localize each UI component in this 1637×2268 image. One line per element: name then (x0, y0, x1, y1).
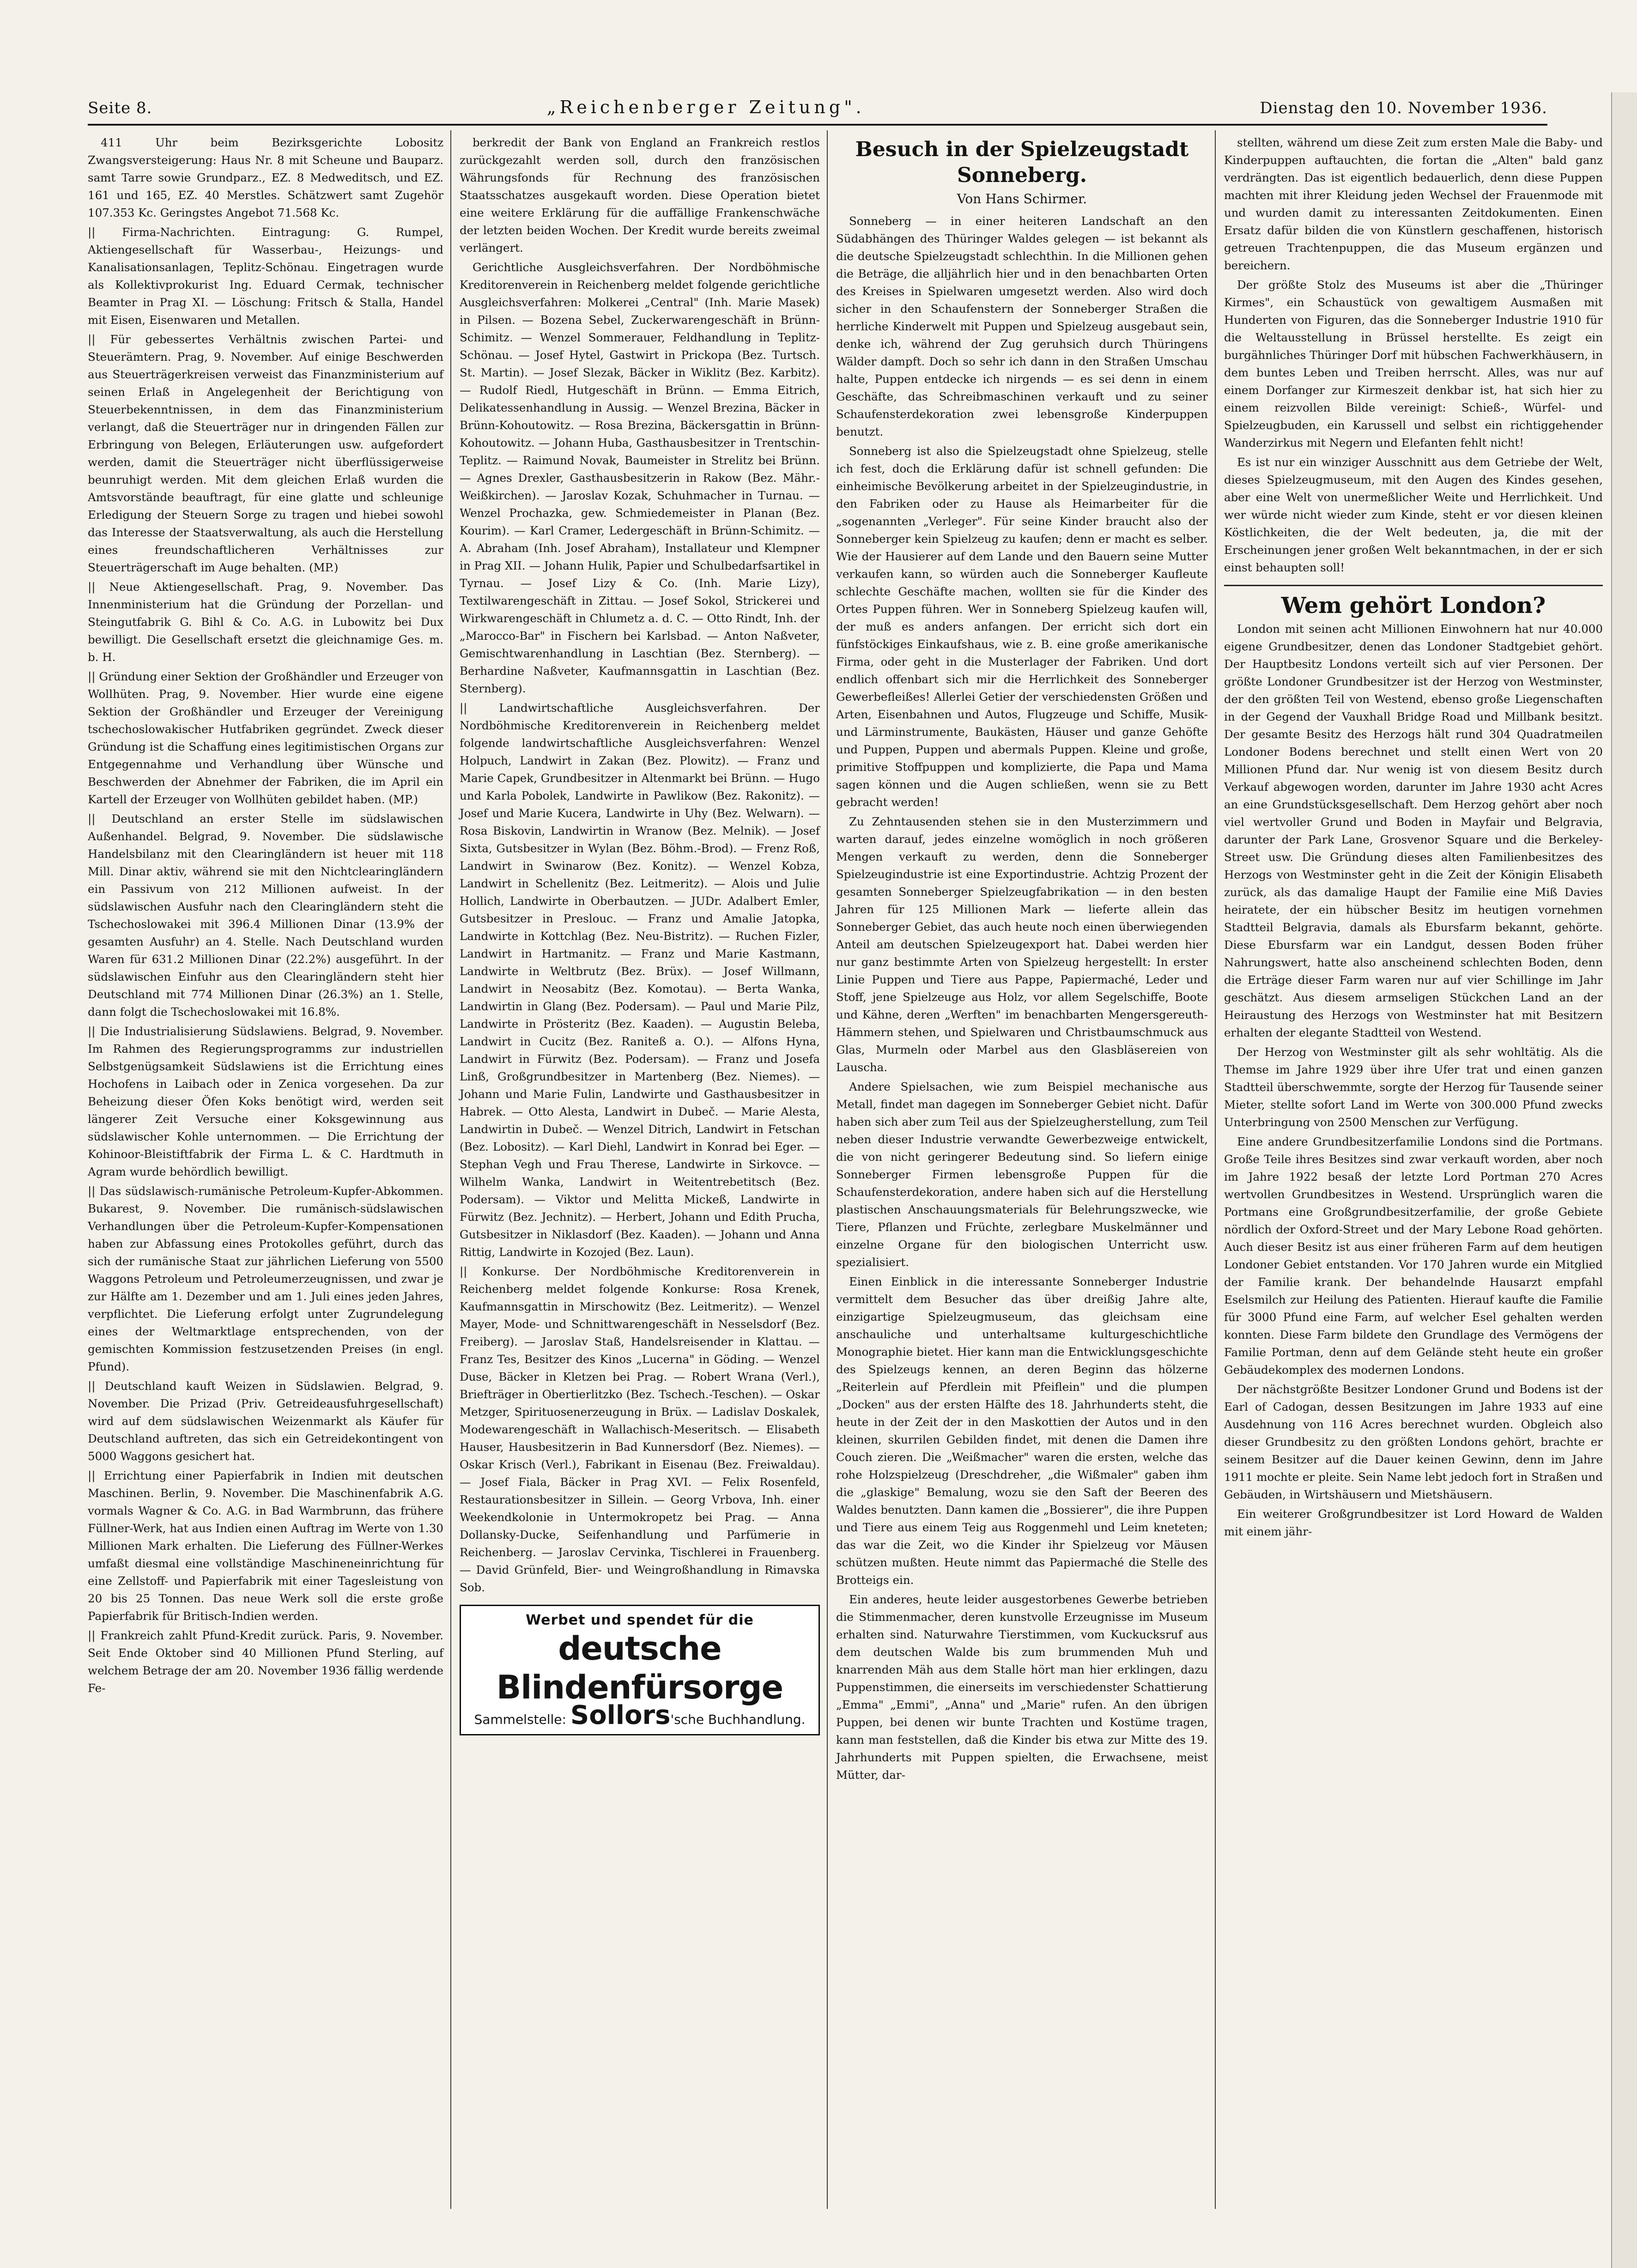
news-item: || Für gebessertes Verhältnis zwischen Partei- und Steuerämtern. Prag, 9. November. Auf einige Beschwerden aus Steuerträgerkreisen verweist das Finanzministerium auf seinen Erlaß in Angelegenheit der Berichtigung von Steuerbekenntnissen, in dem das Finanzministerium verlangt, daß die Steuerträger nur in dringenden Fällen zur Erbringung von Belegen, Erläuterungen usw. aufgefordert werden, damit die Steuerträger nicht überflüssigerweise beunruhigt werden. Mit dem gleichen Erlaß wurden die Amtsvorstände beauftragt, für eine glatte und schleunige Erledigung der Steuern Sorge zu tragen und hiebei sowohl das Interesse der Staatsverwaltung, als auch die Herstellung eines freundschaftlicheren Verhältnisses zur Steuerträgerschaft im Auge behalten. (MP.) (88, 333, 443, 574)
article-continuation (1224, 134, 1603, 576)
news-item: || Firma-Nachrichten. Eintragung: G. Rumpel, Aktiengesellschaft für Wasserbau-, Heizungs- und Kanalisationsanlagen, Teplitz-Schönau. Eingetragen wurde als Kollektivprokurist Ing. Eduard Cermak, technischer Beamter in Prag XI. — Löschung: Fritsch & Stalla, Handel mit Eisen, Eisenwaren und Metallen. (88, 225, 443, 327)
article-paragraph: Ein weiterer Großgrundbesitzer ist Lord Howard de Walden mit einem jähr- (1224, 1507, 1603, 1538)
running-header (88, 97, 1547, 123)
news-item: || Gründung einer Sektion der Großhändler und Erzeuger von Wollhüten. Prag, 9. November. Hier wurde eine eigene Sektion der Großhändler und Erzeuger der Vereinigung tschechoslowakischer Hutfabriken gegründet. Zweck dieser Gründung ist die Schaffung eines legitimistischen Organs zur Entgegennahme und Verhandlung über Wünsche und Beschwerden der Abnehmer der Fabriken, die im April ein Kartell der Erzeuger von Wollhüten gebildet haben. (MP.) (88, 670, 443, 806)
issue-date: Dienstag den 10. November 1936. (1260, 99, 1547, 117)
column-1 (88, 134, 443, 1699)
news-item: || Errichtung einer Papierfabrik in Indien mit deutschen Maschinen. Berlin, 9. November. Die Maschinenfabrik A.G. vormals Wagner & Co. A.G. in Bad Warmbrunn, das frühere Füllner-Werk, hat aus Indien einen Auftrag im Werte von 1.30 Millionen Mark erhalten. Die Lieferung des Füllner-Werkes umfaßt diesmal eine vollständige Maschineneinrichtung für eine Zellstoff- und Papierfabrik mit einer Tagesleistung von 20 bis 25 Tonnen. Das neue Werk soll die erste große Papierfabrik für Britisch-Indien werden. (88, 1469, 443, 1623)
article-paragraph: Andere Spielsachen, wie zum Beispiel mechanische aus Metall, findet man dagegen im Sonneberger Gebiet nicht. Dafür haben sich aber zum Teil aus der Spielzeugherstellung, zum Teil neben dieser Industrie verwandte Gewerbezweige entwickelt, die von nicht geringerer Bedeutung sind. So liefern einige Sonneberger Firmen lebensgroße Puppen für die Schaufensterdekoration, andere haben sich auf die Herstellung plastischen Anschauungsmaterials für Belehrungszwecke, wie Tiere, Pflanzen und Früchte, zerlegbare Muskelmänner und einzelne Organe für den biologischen Unterricht usw. spezialisiert. (836, 1080, 1208, 1269)
news-item: || Frankreich zahlt Pfund-Kredit zurück. Paris, 9. November. Seit Ende Oktober sind 40 Millionen Pfund Sterling, auf welchem Betrage der am 20. November 1936 fällig werdende Fe- (88, 1629, 443, 1695)
news-item: || Die Industrialisierung Südslawiens. Belgrad, 9. November. Im Rahmen des Regierungsprogramms zur industriellen Selbstgenügsamkeit Südslawiens ist die Errichtung eines Hochofens in Laibach oder in Zenica vorgesehen. Da zur Beheizung dieser Öfen Koks benötigt wird, werden seit längerer Zeit Versuche einer Koksgewinnung aus südslawischer Kohle unternommen. — Die Errichtung der Kohinoor-Bleistiftfabrik der Firma L. & C. Hardtmuth in Agram wurde behördlich bewilligt. (88, 1025, 443, 1178)
ad-line-3 (469, 1700, 810, 1730)
newspaper-name: „Reichenberger Zeitung". (546, 97, 865, 117)
article-body (836, 212, 1208, 1784)
article-title: Besuch in der Spielzeugstadt Sonneberg. (855, 138, 1189, 187)
news-item: || Das südslawisch-rumänische Petroleum-Kupfer-Abkommen. Bukarest, 9. November. Die rumänisch-südslawischen Verhandlungen über die Petroleum-Kupfer-Kompensationen haben zur Abfassung eines Protokolles geführt, durch das sich der rumänische Staat zur jährlichen Lieferung von 5500 Waggons Petroleum und Petroleumerzeugnissen, und zwar je zur Hälfte am 1. Dezember und am 1. Juli eines jeden Jahres, verpflichtet. Die Lieferung erfolgt unter Zugrundelegung eines der Weltmarktlage entsprechenden, von der gemischten Kommission festzusetzenden Preises (in engl. Pfund). (88, 1184, 443, 1373)
news-item: Gerichtliche Ausgleichsverfahren. Der Nordböhmische Kreditorenverein in Reichenberg meldet folgende gerichtliche Ausgleichsverfahren: Molkerei „Central" (Inh. Marie Masek) in Pilsen. — Bozena Sebel, Zuckerwarengeschäft in Brünn-Schimitz. — Wenzel Sommerauer, Feldhandlung in Teplitz-Schönau. — Josef Hytel, Gastwirt in Prickopa (Bez. Turtsch. St. Martin). — Josef Slezak, Bäcker in Wiklitz (Bez. Karbitz). — Rudolf Riedl, Hutgeschäft in Brünn. — Emma Eitrich, Delikatessenhandlung in Aussig. — Wenzel Brezina, Bäcker in Brünn-Kohoutowitz. — Rosa Brezina, Bäckersgattin in Brünn-Kohoutowitz. — Johann Huba, Gasthausbesitzer in Trentschin-Teplitz. — Raimund Novak, Baumeister in Strelitz bei Brünn. — Agnes Drexler, Gasthausbesitzerin in Rakow (Bez. Mähr.-Weißkirchen). — Jaroslav Kozak, Schuhmacher in Turnau. — Wenzel Prochazka, gew. Schmiedemeister in Planan (Bez. Kourim). — Karl Cramer, Ledergeschäft in Brünn-Schimitz. — A. Abraham (Inh. Josef Abraham), Installateur und Klempner in Prag XII. — Johann Hulik, Papier und Schulbedarfsartikel in Tyrnau. — Josef Lizy & Co. (Inh. Marie Lizy), Textilwarengeschäft in Zittau. — Josef Sokol, Strickerei und Wirkwarengeschäft in Chlumetz a. d. C. — Otto Rindt, Inh. der „Marocco-Bar" in Fischern bei Karlsbad. — Anton Naßveter, Gemischtwarenhandlung in Laschtian (Bez. Sternberg). — Berhardine Naßveter, Kaufmannsgattin in Laschtian (Bez. Sternberg). (460, 261, 820, 695)
column-2 (460, 134, 820, 1735)
ad-bookstore-name: Sollors (570, 1700, 671, 1730)
article-paragraph: Sonneberg ist also die Spielzeugstadt ohne Spielzeug, stelle ich fest, doch die Erklärung dafür ist schnell gefunden: Die einheimische Bevölkerung arbeitet in der Spielzeugindustrie, in den Fabriken oder zu Hause als Heimarbeiter für die „sogenannten „Verleger". Für seine Kinder braucht also der Sonneberger kein Spielzeug zu kaufen; denn er macht es selber. Wie der Hausierer auf dem Lande und den Bauern seine Mutter verkaufen kann, so würden auch die Sonneberger Kaufleute schlechte Geschäfte machen, wollten sie für die Kinder des Ortes Puppen führen. Wer in Sonneberg Spielzeug kaufen will, der muß es anders anfangen. Der erricht sich dort ein fünfstöckiges Einkaufshaus, wie z. B. eine große amerikanische Firma, oder geht in die Musterlager der Fabriken. Und dort endlich offenbart sich mir die Herrlichkeit des Sonneberger Gewerbefleißes! Allerlei Getier der verschiedensten Größen und Arten, Eisenbahnen und Autos, Flugzeuge und Schiffe, Musik- und Lärminstrumente, Baukästen, Häuser und ganze Gehöfte und Puppen, Puppen und abermals Puppen. Kleine und große, primitive Stoffpuppen und komplizierte, die Papa und Mama sagen können und die Augen schließen, wenn sie zu Bett gebracht werden! (836, 444, 1208, 809)
article-paragraph: Zu Zehntausenden stehen sie in den Musterzimmern und warten darauf, jedes einzelne womöglich in noch größeren Mengen verkauft zu werden, denn die Sonneberger Spielzeugindustrie ist eine Exportindustrie. Achtzig Prozent der gesamten Sonneberger Spielzeugfabrikation — in den besten Jahren für 125 Millionen Mark — lieferte allein das Sonneberger Gebiet, das auch heute noch einen überwiegenden Anteil am deutschen Spielzeugexport hat. Dabei werden hier nur ganz bestimmte Arten von Spielzeug hergestellt: In erster Linie Puppen und Tiere aus Pappe, Papiermaché, Leder und Stoff, jene Spielzeuge aus Holz, vor allem Segelschiffe, Boote und Kähne, deren „Werften" im benachbarten Mengersgereuth-Hämmern stehen, und Spielwaren und Christbaumschmuck aus Glas, Murmeln oder Marbel aus den Glasbläsereien von Lauscha. (836, 815, 1208, 1074)
ad-bookstore-suffix: 'sche Buchhandlung. (670, 1712, 806, 1727)
adjacent-page-edge (1611, 92, 1637, 2268)
news-item: || Deutschland an erster Stelle im südslawischen Außenhandel. Belgrad, 9. November. Die südslawische Handelsbilanz mit den Clearingländern ist heuer mit 118 Mill. Dinar aktiv, während sie mit den Nichtclearingländern ein Passivum von 212 Millionen aufweist. In der südslawischen Ausfuhr nach den Clearingländern steht die Tschechoslowakei mit 396.4 Millionen Dinar (13.9% der gesamten Ausfuhr) an 4. Stelle. Nach Deutschland wurden Waren für 631.2 Millionen Dinar (22.2%) ausgeführt. In der südslawischen Einfuhr aus den Clearingländern steht hier Deutschland mit 774 Millionen Dinar (26.3%) an 1. Stelle, dann folgt die Tschechoslowakei mit 16.8%. (88, 812, 443, 1019)
column-2-text (460, 134, 820, 1596)
news-item: || Landwirtschaftliche Ausgleichsverfahren. Der Nordböhmische Kreditorenverein in Reichenberg meldet folgende landwirtschaftliche Ausgleichsverfahren: Wenzel Holpuch, Landwirt in Zakan (Bez. Plowitz). — Franz und Marie Capek, Grundbesitzer in Altenmarkt bei Brünn. — Hugo und Karla Pobolek, Landwirte in Pawlikow (Bez. Rakonitz). — Josef und Marie Kucera, Landwirte in Uhy (Bez. Welwarn). — Rosa Biskovin, Landwirtin in Wranow (Bez. Melnik). — Josef Sixta, Gutsbesitzer in Wylan (Bez. Böhm.-Brod). — Frenz Roß, Landwirt in Swinarow (Bez. Konitz). — Wenzel Kobza, Landwirt in Schellenitz (Bez. Leitmeritz). — Alois und Julie Hollich, Landwirte in Oberbautzen. — JUDr. Adalbert Emler, Gutsbesitzer in Preslouc. — Franz und Amalie Jatopka, Landwirte in Kottchlag (Bez. Neu-Bistritz). — Ruchen Fizler, Landwirt in Hartmanitz. — Franz und Marie Kastmann, Landwirte in Weltbrutz (Bez. Brüx). — Josef Willmann, Landwirt in Neosabitz (Bez. Komotau). — Berta Wanka, Landwirtin in Glang (Bez. Podersam). — Paul und Marie Pilz, Landwirte in Prösteritz (Bez. Kaaden). — Augustin Beleba, Landwirt in Cucitz (Bez. Raniteß a. O.). — Alfons Hyna, Landwirt in Fürwitz (Bez. Podersam). — Franz und Josefa Linß, Großgrundbesitzer in Martenberg (Bez. Niemes). — Johann und Marie Fulin, Landwirte und Gasthausbesitzer in Habrek. — Otto Alesta, Landwirt in Dubeč. — Marie Alesta, Landwirtin in Dubeč. — Wenzel Ditrich, Landwirt in Fetschan (Bez. Lobositz). — Karl Diehl, Landwirt in Konrad bei Eger. — Stephan Vegh und Frau Therese, Landwirte in Sirkovce. — Wilhelm Wanka, Landwirt in Weitentrebetitsch (Bez. Podersam). — Viktor und Melitta Mickeß, Landwirte in Fürwitz (Bez. Jechnitz). — Herbert, Johann und Edith Prucha, Gutsbesitzer in Niklasdorf (Bez. Kaaden). — Johann und Anna Rittig, Landwirte in Kozojed (Bez. Laun). (460, 701, 820, 1259)
header-rule (88, 124, 1547, 126)
page-number: Seite 8. (88, 99, 152, 117)
column-4 (1224, 134, 1603, 1542)
advertisement (460, 1605, 820, 1735)
article-paragraph: Der größte Stolz des Museums ist aber die „Thüringer Kirmes", ein Schaustück von gewaltigem Ausmaßen mit Hunderten von Figuren, das die Sonneberger Industrie 1910 für die Weltausstellung in Brüssel herstellte. Es zeigt ein burgähnliches Thüringer Dorf mit hübschen Fachwerkhäusern, in dem buntes Leben und Treiben herrscht. Alles, was nur auf einem Dorfanger zur Kirmeszeit denkbar ist, hat sich hier zu einem reizvollen Bilde vereinigt: Schieß-, Würfel- und Spielzeugbuden, ein Karussell und selbst ein richtiggehender Wanderzirkus mit Negern und Elefanten fehlt nicht! (1224, 278, 1603, 449)
article-paragraph: Einen Einblick in die interessante Sonneberger Industrie vermittelt dem Besucher das über dreißig Jahre alte, einzigartige Spielzeugmuseum, das gleichsam eine anschauliche und unterhaltsame kulturgeschichtliche Monographie bietet. Hier kann man die Entwicklungsgeschichte des Spielzeugs kennen, an deren Beginn das hölzerne „Reiterlein auf Pferdlein mit Pfeiflein" und die plumpen „Docken" aus der ersten Hälfte des 18. Jahrhunderts steht, die heute in der Zeit der in den Maskottien der Autos und in den kleinen, skurrilen Gebilden findet, mit denen die Damen ihre Couch zieren. Die „Weißmacher" waren die ersten, welche das rohe Holzspielzeug (Dreschdreher, „die Wißmaler" gaben ihm die „glaskige" Bemalung, wozu sie den Saft der Beeren des Waldes benutzten. Dann kamen die „Bossierer", die ihre Puppen und Tiere aus einem Teig aus Roggenmehl und Leim kneteten; das war die Zeit, wo die Kinder ihr Spielzeug vor Mäusen schützen mußten. Heute nimmt das Papiermaché die Stelle des Brotteigs ein. (836, 1275, 1208, 1587)
ad-line-1: Werbet und spendet für die (526, 1612, 754, 1628)
ad-label: Sammelstelle: (474, 1712, 566, 1727)
article-title: Wem gehört London? (1281, 593, 1546, 619)
news-item: || Konkurse. Der Nordböhmische Kreditorenverein in Reichenberg meldet folgende Konkurse: Rosa Krenek, Kaufmannsgattin in Mirschowitz (Bez. Leitmeritz). — Wenzel Mayer, Mode- und Schnittwarengeschäft in Nesselsdorf (Bez. Freiberg). — Jaroslav Staß, Handelsreisender in Klattau. — Franz Tes, Besitzer des Kinos „Lucerna" in Göding. — Wenzel Duse, Bäcker in Kletzen bei Prag. — Robert Wrana (Verl.), Briefträger in Obertierlitzko (Bez. Tschech.-Teschen). — Oskar Metzger, Spirituosenerzeugung in Brüx. — Ladislav Doskalek, Modewarengeschäft in Wallachisch-Meseritsch. — Elisabeth Hauser, Hausbesitzerin in Bad Kunnersdorf (Bez. Niemes). — Oskar Krisch (Verl.), Fabrikant in Eisenau (Bez. Freiwaldau). — Josef Fiala, Bäcker in Prag XVI. — Felix Rosenfeld, Restaurationsbesitzer in Sillein. — Georg Vrbova, Inh. einer Weekendkolonie in Untermokropetz bei Prag. — Anna Dollansky-Ducke, Seifenhandlung und Parfümerie in Reichenberg. — Jaroslav Cervinka, Tischlerei in Frauenberg. — David Grünfeld, Bier- und Weingroßhandlung in Rimavska Sob. (460, 1265, 820, 1594)
article-paragraph: stellten, während um diese Zeit zum ersten Male die Baby- und Kinderpuppen auftauchten, die fortan die „Alten" bald ganz verdrängten. Das ist eigentlich bedauerlich, denn diese Puppen machten mit ihrer Kleidung jeden Wechsel der Frauenmode mit und wurden damit zu interessanten Zeitdokumenten. Einen Ersatz dafür bilden die von Künstlern geschaffenen, historisch getreuen Trachtenpuppen, die das Museum ergänzen und bereichern. (1224, 136, 1603, 272)
article-paragraph: Es ist nur ein winziger Ausschnitt aus dem Getriebe der Welt, dieses Spielzeugmuseum, mit den Augen des Kindes gesehen, aber eine Welt von unermeßlicher Weite und Herrlichkeit. Und wer würde nicht wieder zum Kinde, steht er vor diesen kleinen Köstlichkeiten, die der Welt bedeuten, ja, die mit der Erscheinungen jener großen Welt bekanntmachen, in der er sich einst behaupten soll! (1224, 455, 1603, 574)
article-separator (1224, 585, 1603, 586)
column-divider (827, 130, 828, 2209)
article-paragraph: Der Herzog von Westminster gilt als sehr wohltätig. Als die Themse im Jahre 1929 über ihre Ufer trat und einen ganzen Stadtteil überschwemmte, sorgte der Herzog für Tausende seiner Mieter, stellte sofort Land im Werte von 300.000 Pfund zwecks Unterbringung von 2500 Menschen zur Verfügung. (1224, 1045, 1603, 1129)
news-item: berkredit der Bank von England an Frankreich restlos zurückgezahlt werden soll, durch den französischen Währungsfonds für Rechnung des französischen Staatsschatzes ausgekauft worden. Diese Operation bietet eine weitere Erklärung für die auffällige Frankenschwäche der letzten beiden Wochen. Der Kredit wurde bereits zweimal verlängert. (460, 136, 820, 255)
news-item: 411 Uhr beim Bezirksgerichte Lobositz Zwangsversteigerung: Haus Nr. 8 mit Scheune und Bauparz. samt Tarre sowie Grundparz., EZ. 8 Medweditsch, und EZ. 161 und 165, EZ. 40 Merstles. Schätzwert samt Zugehör 107.353 Kc. Geringstes Angebot 71.568 Kc. (88, 136, 443, 219)
article-paragraph: Sonneberg — in einer heiteren Landschaft an den Südabhängen des Thüringer Waldes gelegen — ist bekannt als die deutsche Spielzeugstadt schlechthin. In die Millionen gehen die Beträge, die alljährlich hier und in den benachbarten Orten des Kreises in Spielwaren umgesetzt werden. Also wird doch sicher in den Schaufenstern der Sonneberger Straßen die herrliche Kinderwelt mit Puppen und Spielzeug ausgebaut sein, denke ich, während der Zug geruhsich durch Thüringens Wälder dampft. Doch so sehr ich dann in den Straßen Umschau halte, Puppen entdecke ich nirgends — es sei denn in einem Geschäfte, das Schreibmaschinen verkauft und zu seiner Schaufensterdekoration zwei lebensgroße Kinderpuppen benutzt. (836, 214, 1208, 438)
ad-headline: deutsche Blindenfürsorge (496, 1630, 783, 1706)
column-3 (836, 134, 1208, 1786)
news-item: || Neue Aktiengesellschaft. Prag, 9. November. Das Innenministerium hat die Gründung der Porzellan- und Steingutfabrik G. Bihl & Co. A.G. in Lubowitz bei Dux bewilligt. Die Gesellschaft ersetzt die gleichnamige Ges. m. b. H. (88, 580, 443, 664)
article-paragraph: Eine andere Grundbesitzerfamilie Londons sind die Portmans. Große Teile ihres Besitzes sind zwar verkauft worden, aber noch im Jahre 1922 besaß der letzte Lord Portman 270 Acres wertvollen Grundbesitzes in Westend. Ursprünglich waren die Portmans eine Großgrundbesitzerfamilie, der große Gebiete nördlich der Oxford-Street und der Mary Lebone Road gehörten. Auch dieser Besitz ist aus einer früheren Farm auf dem heutigen Londoner Gebiet entstanden. Vor 170 Jahren wurde ein Mitglied der Familie krank. Der behandelnde Hausarzt empfahl Eselsmilch zur Heilung des Patienten. Hierauf kaufte die Familie für 3000 Pfund eine Farm, auf welcher Esel gehalten werden konnten. Diese Farm bildete den Grundlage des Vermögens der Familie Portman, denn auf dem Gelände steht heute ein großer Gebäudekomplex des modernen Londons. (1224, 1135, 1603, 1377)
article-body (1224, 620, 1603, 1540)
news-item: || Deutschland kauft Weizen in Südslawien. Belgrad, 9. November. Die Prizad (Priv. Getreideausfuhrgesellschaft) wird auf dem südslawischen Weizenmarkt als Käufer für Deutschland auftreten, das sich ein Getreidekontingent von 5000 Waggons gesichert hat. (88, 1379, 443, 1463)
article-paragraph: Der nächstgrößte Besitzer Londoner Grund und Bodens ist der Earl of Cadogan, dessen Besitzungen im Jahre 1933 auf eine Ausdehnung von 116 Acres berechnet wurden. Obgleich also dieser Grundbesitz zu den größten Londons gehört, brachte er seinem Besitzer auf die Dauer keinen Gewinn, denn im Jahre 1911 mochte er pleite. Sein Name lebt jedoch fort in Straßen und Gebäuden, in Wirtshäusern und Mietshäusern. (1224, 1383, 1603, 1501)
article-paragraph: London mit seinen acht Millionen Einwohnern hat nur 40.000 eigene Grundbesitzer, denen das Londoner Stadtgebiet gehört. Der Hauptbesitz Londons verteilt sich auf vier Personen. Der größte Londoner Grundbesitzer ist der Herzog von Westminster, der den größten Teil von Westend, ebenso große Liegenschaften in der Gegend der Vauxhall Bridge Road und Millbank besitzt. Der gesamte Besitz des Herzogs hält rund 304 Quadratmeilen Londoner Bodens berechnet und stellt einen Wert von 20 Millionen Pfund dar. Nur wenig ist von diesem Besitz durch Verkauf abgewogen worden, darunter im Jahre 1930 acht Acres an eine Grundstücksgesellschaft. Dem Herzog gehört aber noch viel wertvoller Grund und Boden in Mayfair und Belgravia, darunter der Park Lane, Grosvenor Square und die Berkeley-Street usw. Die Gründung dieses alten Familienbesitzes des Herzogs von Westminster geht in die Zeit der Königin Elisabeth zurück, als das damalige Haupt der Familie eine Miß Davies heiratete, der ein hübscher Besitz im heutigen vornehmen Stadtteil Belgravia, damals als Ebursfarm bekannt, gehörte. Diese Ebursfarm war ein Landgut, dessen Boden früher Nahrungswert, hatte also anscheinend schlechten Boden, denn die Erträge dieser Farm waren nur auf vier Schillinge im Jahr geschätzt. Aus diesem armseligen Stückchen Land an der Heiraustung des Herzogs von Westminster hat mit Besitzern erhalten der elegante Stadtteil von Westend. (1224, 622, 1603, 1039)
column-divider (1215, 130, 1216, 2209)
article-byline: Von Hans Schirmer. (957, 191, 1087, 206)
article-paragraph: Ein anderes, heute leider ausgestorbenes Gewerbe betrieben die Stimmenmacher, deren kunstvolle Erzeugnisse im Museum erhalten sind. Naturwahre Tierstimmen, vom Kuckucksruf aus dem deutschen Walde bis zum brummenden Muh und knarrenden Mäh aus dem Stalle hört man hier erklingen, dazu Puppenstimmen, die einerseits im verschiedenster Schattierung „Emma" „Emmi", „Anna" und „Marie" rufen. An den übrigen Puppen, bei denen wir bunte Trachten und Kostüme tragen, kann man feststellen, daß die Kinder bis etwa zur Mitte des 19. Jahrhunderts mit Puppen spielten, die Erwachsene, meist Mütter, dar- (836, 1593, 1208, 1782)
column-divider (450, 130, 451, 2209)
